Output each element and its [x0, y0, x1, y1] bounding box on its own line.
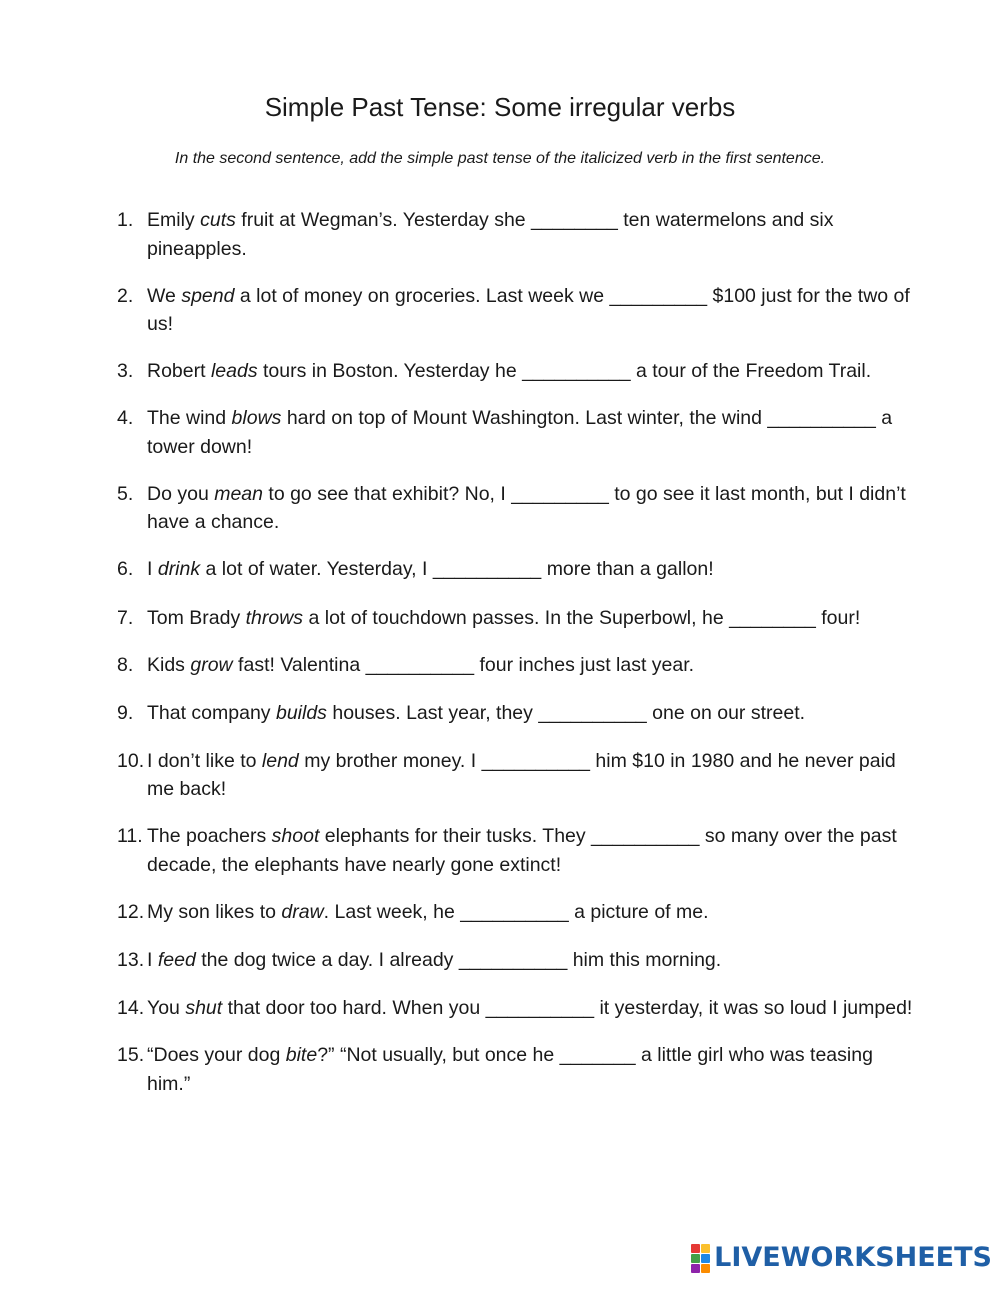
question-number: 4.	[117, 407, 134, 430]
question-text: Emily cuts fruit at Wegman’s. Yesterday she ________ ten watermelons and six pineapples.	[147, 209, 834, 260]
question-number: 10.	[117, 749, 145, 772]
question-text: My son likes to draw. Last week, he __________ a picture of me.	[147, 901, 709, 924]
instructions: In the second sentence, add the simple past tense of the italicized verb in the first sentence.	[174, 150, 826, 167]
question-text: Tom Brady throws a lot of touchdown passes. In the Superbowl, he ________ four!	[147, 606, 861, 629]
question-item	[117, 1041, 917, 1098]
question-item	[117, 898, 917, 927]
logo-block	[691, 1264, 700, 1273]
question-text: I drink a lot of water. Yesterday, I __________ more than a gallon!	[147, 558, 714, 581]
page-title: Simple Past Tense: Some irregular verbs	[264, 92, 736, 122]
italic-verb: draw	[281, 901, 324, 924]
italic-verb: bite	[285, 1044, 318, 1067]
italic-verb: cuts	[200, 209, 236, 231]
italic-verb: spend	[181, 284, 235, 307]
question-text: Kids grow fast! Valentina __________ four inches just last year.	[147, 653, 695, 676]
question-item	[117, 604, 917, 633]
question-item	[117, 282, 917, 339]
question-number: 2.	[117, 284, 134, 307]
question-item	[117, 555, 917, 584]
question-number: 9.	[117, 701, 134, 724]
italic-verb: builds	[275, 701, 327, 724]
question-text: “Does your dog bite?” “Not usually, but once he _______ a little girl who was teasing him.”	[147, 1044, 873, 1095]
logo-block	[701, 1264, 710, 1273]
italic-verb: shoot	[271, 825, 320, 848]
question-item	[117, 822, 917, 879]
question-number: 1.	[117, 209, 134, 231]
question-text: We spend a lot of money on groceries. Last week we _________ $100 just for the two of us!	[147, 284, 910, 336]
question-item	[117, 747, 917, 804]
question-item	[117, 651, 917, 680]
logo-block	[691, 1254, 700, 1263]
italic-verb: feed	[157, 949, 196, 972]
italic-verb: leads	[210, 360, 258, 383]
question-number: 12.	[117, 901, 145, 924]
question-number: 5.	[117, 482, 134, 505]
question-number: 13.	[117, 949, 145, 972]
question-text: I don’t like to lend my brother money. I __________ him $10 in 1980 and he never paid me back!	[147, 749, 896, 801]
logo-block	[701, 1254, 710, 1263]
question-item	[117, 357, 917, 386]
italic-verb: lend	[261, 749, 299, 772]
liveworksheets-logo-icon	[691, 1244, 710, 1273]
question-text: That company builds houses. Last year, they __________ one on our street.	[147, 701, 806, 724]
question-number: 11.	[117, 825, 143, 848]
italic-verb: throws	[245, 606, 304, 629]
brand-text: LIVEWORKSHEETS	[714, 1242, 992, 1273]
question-item	[117, 946, 917, 975]
question-text: I feed the dog twice a day. I already __________ him this morning.	[147, 949, 722, 972]
question-item	[117, 206, 917, 263]
question-number: 7.	[117, 606, 134, 629]
logo-block	[691, 1244, 700, 1253]
question-item	[117, 404, 917, 461]
question-number: 3.	[117, 360, 134, 383]
italic-verb: shut	[185, 997, 223, 1020]
question-list	[117, 206, 917, 1117]
question-number: 6.	[117, 558, 134, 581]
italic-verb: drink	[157, 558, 201, 581]
liveworksheets-brand	[691, 1243, 992, 1273]
italic-verb: blows	[231, 407, 282, 430]
question-item	[117, 699, 917, 728]
italic-verb: mean	[214, 482, 263, 505]
question-item	[117, 480, 917, 537]
question-item	[117, 994, 917, 1023]
question-text: Robert leads tours in Boston. Yesterday he __________ a tour of the Freedom Trail.	[147, 360, 872, 383]
question-number: 8.	[117, 653, 134, 676]
question-number: 14.	[117, 997, 145, 1020]
logo-block	[701, 1244, 710, 1253]
italic-verb: grow	[190, 653, 233, 676]
question-text: The wind blows hard on top of Mount Washington. Last winter, the wind __________ a tower down!	[147, 407, 893, 458]
question-text: Do you mean to go see that exhibit? No, I _________ to go see it last month, but I didn’t have a chance.	[147, 482, 906, 534]
question-number: 15.	[117, 1044, 145, 1067]
question-text: The poachers shoot elephants for their tusks. They __________ so many over the past decade, the elephants have nearly gone extinct!	[147, 825, 897, 876]
question-text: You shut that door too hard. When you __________ it yesterday, it was so loud I jumped!	[147, 997, 913, 1020]
